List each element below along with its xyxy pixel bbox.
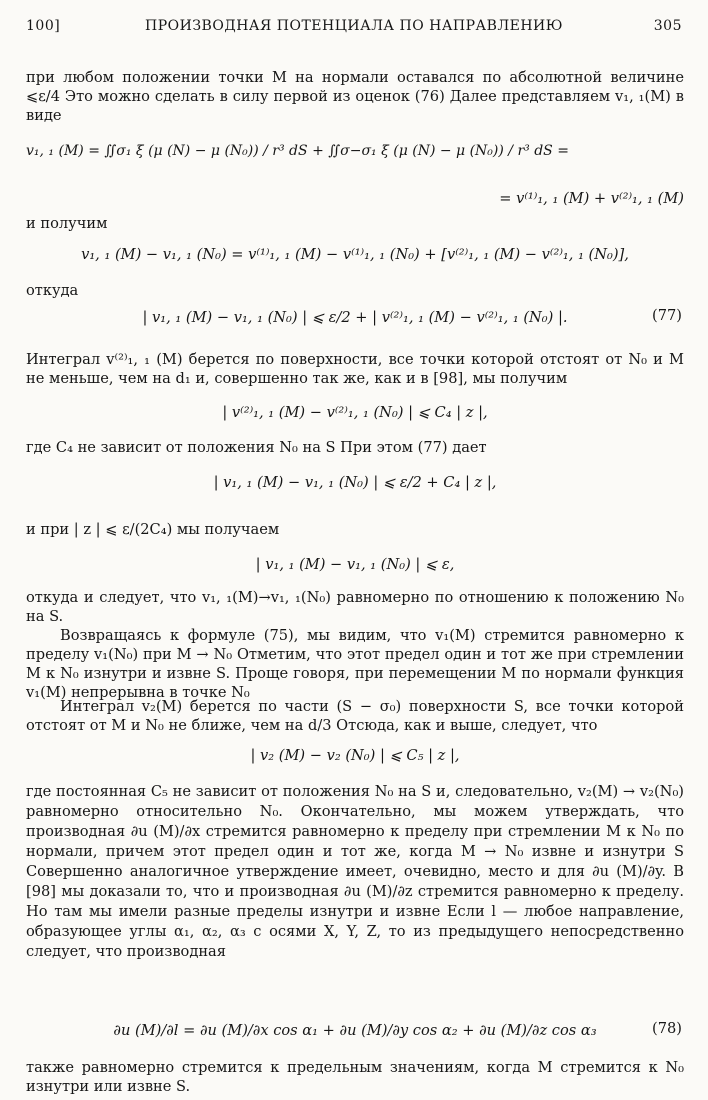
paragraph-10: где постоянная C₅ не зависит от положения N₀ на S и, следовательно, v₂(M) → v₂(N₀) равномерно относительно N₀. Окончательно, мы можем утверждать, что производная ∂u (M)/∂x стремится равномерно к пределу при стремлении M к N₀ по нормали, причем этот предел один и тот же, когда M → N₀ извне и изнутри S Совершенно аналогичное утверждение имеет, очевидно, место и для ∂u (M)/∂y. В [98] мы доказали то, что и производная ∂u (M)/∂z стремится равномерно к пределу. Но там мы имели разные пределы изнутри и извне Если l — любое направление, образующее углы α₁, α₂, α₃ с осями X, Y, Z, то из предыдущего непосредственно следует, что производная xyxy=(26,783,684,960)
equation-estimate-epsilon: | v₁, ₁ (M) − v₁, ₁ (N₀) | ⩽ ε/2 + C₄ | z |, xyxy=(213,474,497,491)
equation-bound-epsilon: | v₁, ₁ (M) − v₁, ₁ (N₀) | ⩽ ε, xyxy=(255,556,455,573)
equation-estimate-c4: | v⁽²⁾₁, ₁ (M) − v⁽²⁾₁, ₁ (N₀) | ⩽ C₄ | z |, xyxy=(222,404,488,421)
paragraph-4: Интеграл v⁽²⁾₁, ₁ (M) берется по поверхности, все точки которой отстоят от N₀ и M не меньше, чем на d₁ и, совершенно так же, как и в [98], мы получим xyxy=(26,351,684,387)
equation-estimate-c5: | v₂ (M) − v₂ (N₀) | ⩽ C₅ | z |, xyxy=(250,747,460,764)
paragraph-1: при любом положении точки M на нормали оставался по абсолютной величине ⩽ε/4 Это можно сделать в силу первой из оценок (76) Далее представляем v₁, ₁(M) в виде xyxy=(26,69,684,124)
paragraph-3: откуда xyxy=(26,282,79,299)
equation-number-78: (78) xyxy=(652,1020,682,1037)
equation-v11-split: = v⁽¹⁾₁, ₁ (M) + v⁽²⁾₁, ₁ (M) xyxy=(499,190,684,207)
equation-78: ∂u (M)/∂l = ∂u (M)/∂x cos α₁ + ∂u (M)/∂y cos α₂ + ∂u (M)/∂z cos α₃ xyxy=(113,1022,597,1039)
running-header xyxy=(26,18,682,40)
paragraph-11: также равномерно стремится к предельным значениям, когда M стремится к N₀ изнутри или извне S. xyxy=(26,1059,684,1095)
equation-difference: v₁, ₁ (M) − v₁, ₁ (N₀) = v⁽¹⁾₁, ₁ (M) − v⁽¹⁾₁, ₁ (N₀) + [v⁽²⁾₁, ₁ (M) − v⁽²⁾₁, ₁ (N₀)], xyxy=(81,246,629,263)
paragraph-2: и получим xyxy=(26,215,108,232)
equation-v11-integral: v₁, ₁ (M) = ∬σ₁ ξ (μ (N) − μ (N₀)) / r³ dS + ∬σ−σ₁ ξ (μ (N) − μ (N₀)) / r³ dS = xyxy=(26,143,569,159)
equation-number-77: (77) xyxy=(652,307,682,324)
paragraph-8: Возвращаясь к формуле (75), мы видим, что v₁(M) стремится равномерно к пределу v₁(N₀) при M → N₀ Отметим, что этот предел один и тот же при стремлении M к N₀ изнутри и извне S. Проще говоря, при перемещении M по нормали функция v₁(M) непрерывна в точке N₀ xyxy=(26,627,684,701)
page-number: 305 xyxy=(653,18,682,34)
paragraph-6: и при | z | ⩽ ε/(2C₄) мы получаем xyxy=(26,521,280,538)
section-number: 100] xyxy=(26,18,61,34)
paragraph-5: где C₄ не зависит от положения N₀ на S При этом (77) дает xyxy=(26,439,487,456)
equation-77: | v₁, ₁ (M) − v₁, ₁ (N₀) | ⩽ ε/2 + | v⁽²⁾₁, ₁ (M) − v⁽²⁾₁, ₁ (N₀) |. xyxy=(142,309,568,326)
paragraph-7: откуда и следует, что v₁, ₁(M)→v₁, ₁(N₀) равномерно по отношению к положению N₀ на S. xyxy=(26,589,684,625)
running-title: ПРОИЗВОДНАЯ ПОТЕНЦИАЛА ПО НАПРАВЛЕНИЮ xyxy=(145,18,563,34)
paragraph-9: Интеграл v₂(M) берется по части (S − σ₀) поверхности S, все точки которой отстоят от M и N₀ не ближе, чем на d/3 Отсюда, как и выше, следует, что xyxy=(26,698,684,734)
